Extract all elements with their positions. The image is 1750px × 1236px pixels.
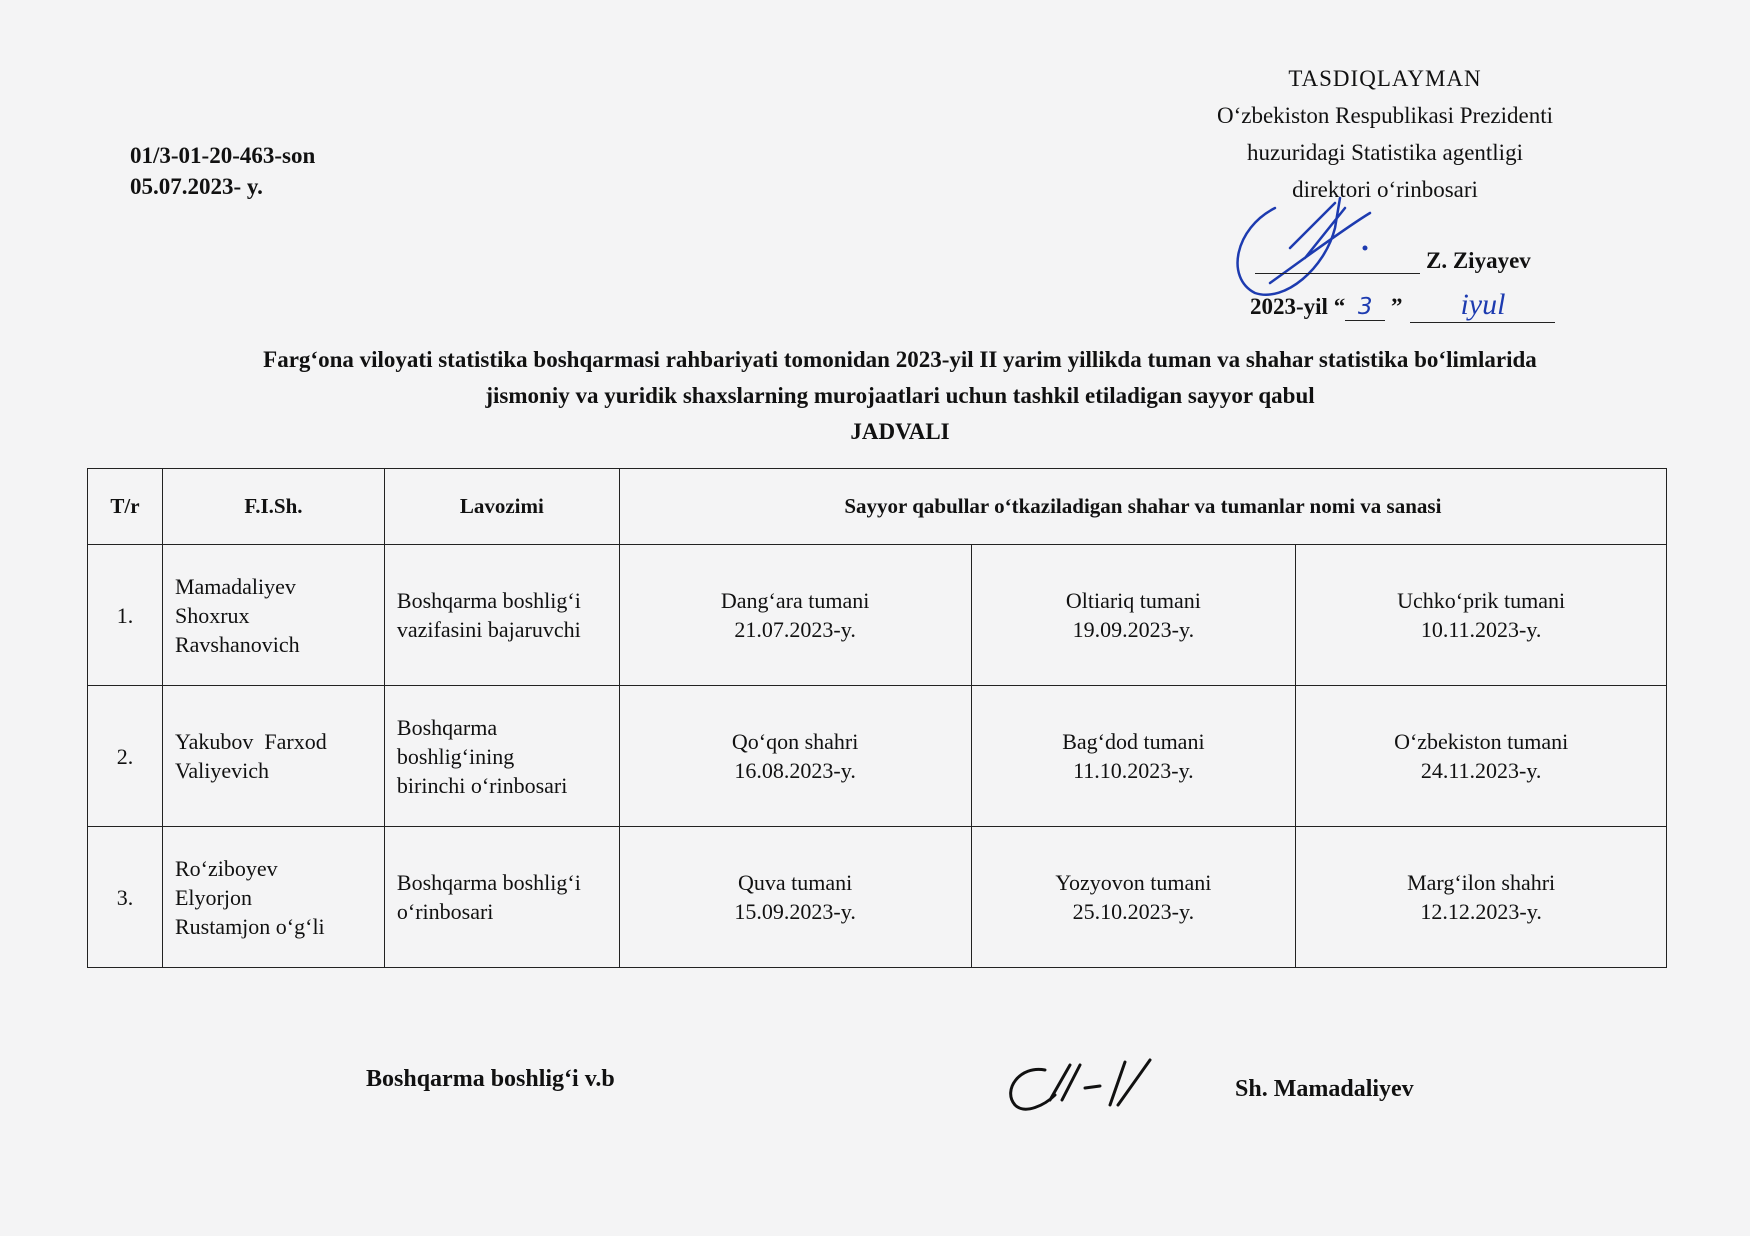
- director-signature-line: [1255, 248, 1531, 274]
- visit-date: 25.10.2023-y.: [1072, 899, 1195, 924]
- approval-heading: TASDIQLAYMAN: [1288, 66, 1482, 91]
- visit-date: 16.08.2023-y.: [734, 758, 856, 783]
- row-number: 3.: [88, 827, 163, 968]
- name-part: Rustamjon o‘g‘li: [174, 913, 325, 939]
- document-date: 05.07.2023- y.: [130, 174, 263, 199]
- header-visits: Sayyor qabullar o‘tkaziladigan shahar va tumanlar nomi va sanasi: [619, 469, 1666, 545]
- name-part: Mamadaliyev: [174, 573, 296, 599]
- visit-cell: [1296, 827, 1667, 968]
- approval-quote-close: ”: [1390, 294, 1403, 319]
- approval-month: iyul: [1410, 288, 1555, 323]
- approval-block: [1150, 60, 1620, 208]
- visit-date: 11.10.2023-y.: [1073, 758, 1194, 783]
- visit-place: Uchko‘prik tumani: [1397, 588, 1566, 613]
- title-line-3: JADVALI: [850, 419, 950, 444]
- approval-year: 2023-yil “: [1250, 294, 1346, 319]
- row-position: [384, 827, 619, 968]
- row-number: 2.: [88, 686, 163, 827]
- approval-line-2: huzuridagi Statistika agentligi: [1247, 140, 1523, 165]
- header-number: T/r: [88, 469, 163, 545]
- table-row: [88, 686, 1667, 827]
- approval-date: [1250, 288, 1555, 323]
- name-part: Valiyevich: [174, 758, 270, 783]
- visit-place: Yozyovon tumani: [1055, 870, 1212, 895]
- document-title: [140, 342, 1660, 450]
- schedule-table: [87, 468, 1667, 968]
- row-name: [162, 545, 384, 686]
- visit-cell: [971, 827, 1296, 968]
- document-number: 01/3-01-20-463-son: [130, 143, 316, 168]
- position-part: o‘rinbosari: [396, 899, 494, 924]
- visit-place: Qo‘qon shahri: [731, 729, 859, 754]
- visit-place: Oltiariq tumani: [1065, 588, 1201, 613]
- visit-place: Quva tumani: [738, 870, 853, 895]
- title-line-2: jismoniy va yuridik shaxslarning murojaatlari uchun tashkil etiladigan sayyor qabul: [485, 383, 1315, 408]
- table-row: [88, 545, 1667, 686]
- row-number: 1.: [88, 545, 163, 686]
- visit-cell: [971, 545, 1296, 686]
- visit-cell: [1296, 686, 1667, 827]
- position-part: birinchi o‘rinbosari: [396, 772, 568, 798]
- name-part: Elyorjon: [174, 884, 252, 910]
- position-part: Boshqarma boshlig‘i: [396, 870, 581, 895]
- position-part: Boshqarma boshlig‘i: [396, 588, 581, 613]
- visit-place: Bag‘dod tumani: [1062, 729, 1205, 754]
- visit-date: 10.11.2023-y.: [1420, 617, 1542, 642]
- table-header-row: [88, 469, 1667, 545]
- approval-line-1: O‘zbekiston Respublikasi Prezidenti: [1217, 103, 1553, 128]
- visit-cell: [619, 545, 971, 686]
- row-position: [384, 545, 619, 686]
- name-part: Ravshanovich: [174, 631, 300, 657]
- visit-cell: [971, 686, 1296, 827]
- head-signature-icon: [1000, 1050, 1170, 1120]
- position-part: Boshqarma: [396, 714, 498, 740]
- name-part: Ro‘ziboyev: [174, 855, 278, 881]
- visit-cell: [619, 686, 971, 827]
- name-part: Yakubov Farxod: [174, 729, 327, 754]
- footer-name: Sh. Mamadaliyev: [1235, 1076, 1414, 1102]
- visit-date: 19.09.2023-y.: [1072, 617, 1195, 642]
- visit-place: O‘zbekiston tumani: [1394, 729, 1569, 754]
- visit-place: Dang‘ara tumani: [720, 588, 870, 613]
- director-name: Z. Ziyayev: [1426, 248, 1531, 273]
- approval-line-3: direktori o‘rinbosari: [1292, 177, 1478, 202]
- footer-position: Boshqarma boshlig‘i v.b: [366, 1066, 615, 1092]
- name-part: Shoxrux: [174, 602, 250, 628]
- visit-date: 24.11.2023-y.: [1420, 758, 1542, 783]
- document-number-block: [130, 140, 315, 202]
- visit-date: 12.12.2023-y.: [1420, 899, 1542, 924]
- visit-cell: [1296, 545, 1667, 686]
- visit-date: 21.07.2023-y.: [734, 617, 856, 642]
- position-part: vazifasini bajaruvchi: [396, 617, 581, 642]
- position-part: boshlig‘ining: [396, 743, 515, 769]
- header-name: F.I.Sh.: [162, 469, 384, 545]
- header-position: Lavozimi: [384, 469, 619, 545]
- visit-date: 15.09.2023-y.: [734, 899, 856, 924]
- visit-cell: [619, 827, 971, 968]
- title-line-1: Farg‘ona viloyati statistika boshqarmasi rahbariyati tomonidan 2023-yil II yarim yillikda tuman va shahar statistika bo‘limlarida: [263, 347, 1537, 372]
- row-position: [384, 686, 619, 827]
- approval-day: 3: [1345, 294, 1385, 321]
- table-row: [88, 827, 1667, 968]
- visit-place: Marg‘ilon shahri: [1407, 870, 1556, 895]
- row-name: [162, 686, 384, 827]
- row-name: [162, 827, 384, 968]
